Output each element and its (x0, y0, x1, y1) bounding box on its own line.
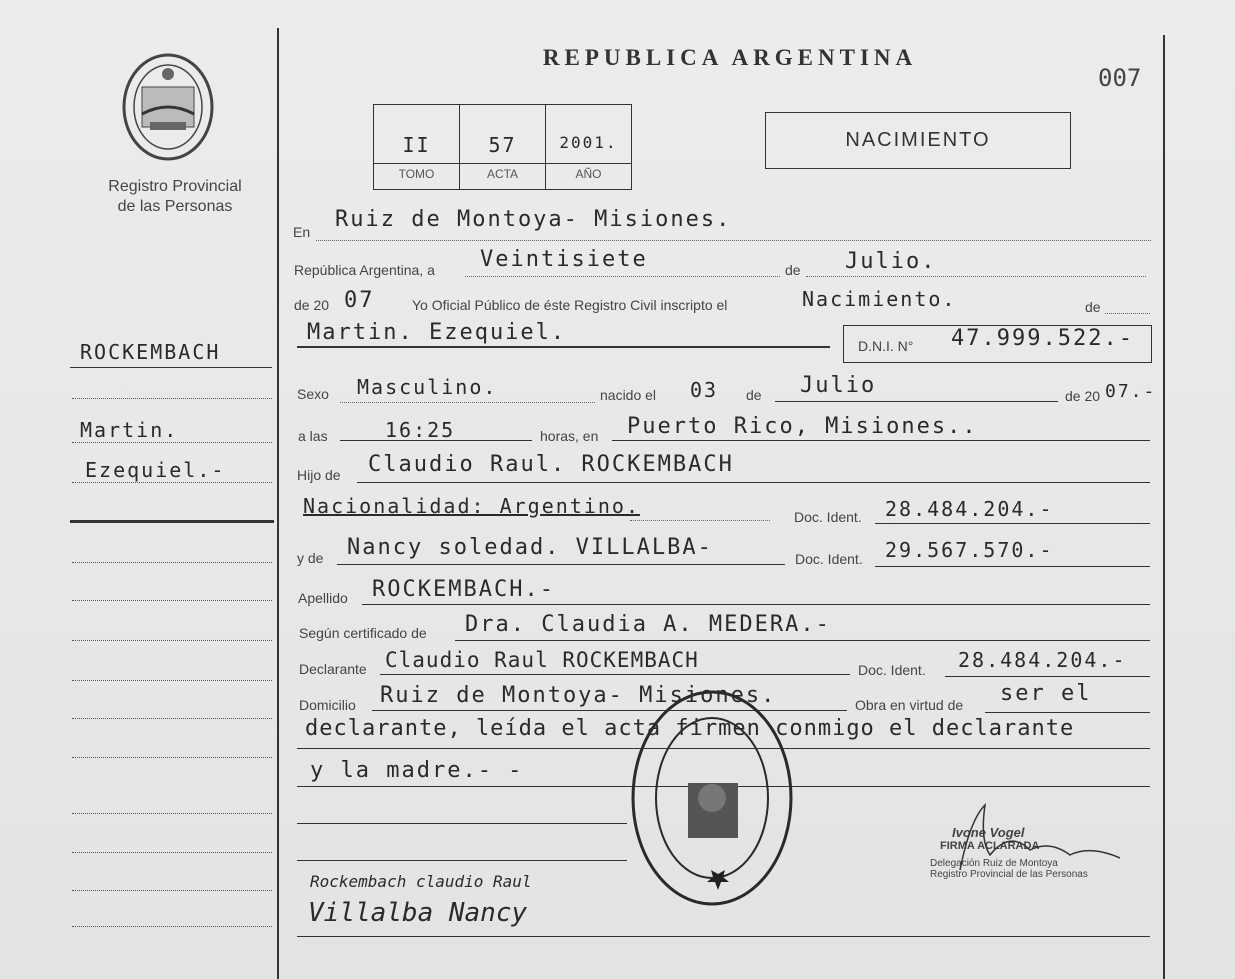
en-label: En (293, 224, 311, 240)
field-line (297, 346, 830, 348)
nacido-year-label: de 20 (1065, 388, 1101, 404)
left-line (72, 813, 272, 814)
republica-label: República Argentina, a (294, 262, 435, 278)
registry-line-2: de las Personas (117, 198, 233, 215)
inscripto-value: Nacimiento. (802, 287, 957, 311)
nacionalidad-padre-value: Nacionalidad: Argentino. (303, 494, 640, 518)
doc-padre-label: Doc. Ident. (794, 509, 862, 525)
hora-value: 16:25 (385, 418, 456, 442)
field-line (297, 823, 627, 824)
doc-declarante-label: Doc. Ident. (858, 662, 926, 678)
field-line (945, 676, 1150, 677)
left-line (72, 398, 272, 399)
registry-line-1: Registro Provincial (108, 178, 242, 195)
left-line (72, 757, 272, 758)
left-border (277, 28, 279, 979)
left-line (72, 926, 272, 927)
dni-box (843, 325, 1152, 363)
doc-madre-label: Doc. Ident. (795, 551, 863, 567)
month-value: Julio. (845, 249, 937, 274)
field-line (380, 674, 850, 675)
acta-value: 57 (488, 133, 517, 157)
obra-value: ser el (1000, 681, 1092, 706)
field-line (465, 276, 780, 277)
left-surname-underline (70, 367, 272, 368)
field-line (985, 712, 1150, 713)
segun-value: Dra. Claudia A. MEDERA.- (465, 612, 831, 637)
en-value: Ruiz de Montoya- Misiones. (335, 207, 732, 232)
doc-madre-value: 29.567.570.- (885, 538, 1054, 562)
document-number: 007 (1098, 64, 1142, 92)
nacido-month: Julio (800, 373, 877, 398)
field-line (340, 402, 595, 403)
hijo-label: Hijo de (297, 467, 341, 483)
officer-signature-icon (930, 800, 1140, 880)
nacido-label: nacido el (600, 387, 657, 403)
apellido-label: Apellido (298, 590, 348, 606)
segun-label: Según certificado de (299, 625, 427, 641)
day-value: Veintisiete (480, 247, 648, 272)
left-divider (70, 520, 274, 523)
horas-label: horas, en (540, 428, 599, 444)
field-line (806, 276, 1146, 277)
certificate-type: NACIMIENTO (765, 112, 1071, 169)
tomo-label: TOMO (398, 167, 435, 181)
nacido-year-value: 07.- (1105, 381, 1157, 402)
sexo-value: Masculino. (357, 375, 498, 399)
field-line (1105, 313, 1150, 314)
field-line (875, 523, 1150, 524)
left-line (72, 442, 272, 443)
oficial-de-label: de (1085, 299, 1101, 315)
left-line (72, 680, 272, 681)
apellido-value: ROCKEMBACH.- (372, 577, 555, 602)
acta-cell (460, 105, 546, 189)
signature-father: Rockembach claudio Raul (310, 872, 532, 891)
left-line (72, 600, 272, 601)
field-line (362, 604, 1150, 605)
anio-value: 2001. (559, 133, 618, 152)
left-given-1: Martin. (80, 418, 179, 442)
republica-de-label: de (785, 262, 801, 278)
field-line (612, 440, 1150, 441)
right-border (1163, 35, 1165, 979)
madre-value: Nancy soledad. VILLALBA- (347, 535, 713, 560)
field-line (337, 564, 785, 565)
year-prefix-label: de 20 (294, 297, 330, 313)
declarante-value: Claudio Raul ROCKEMBACH (385, 648, 699, 672)
field-line (357, 482, 1150, 483)
declarante-label: Declarante (299, 661, 367, 677)
doc-padre-value: 28.484.204.- (885, 497, 1054, 521)
signature-mother: Villalba Nancy (308, 898, 528, 928)
officer-delegation: Delegación Ruiz de Montoya (930, 858, 1058, 869)
tomo-value: II (402, 133, 431, 157)
observaciones-line-1: declarante, leída el acta firmen conmigo el declarante (305, 716, 1075, 741)
officer-title: FIRMA ACLARADA (940, 840, 1040, 852)
field-line (455, 640, 1150, 641)
provincial-seal-icon (120, 52, 216, 162)
registry-name (60, 177, 290, 217)
domicilio-value: Ruiz de Montoya- Misiones. (380, 683, 777, 708)
anio-label: AÑO (575, 167, 602, 181)
left-line (72, 852, 272, 853)
acta-label: ACTA (486, 167, 519, 181)
left-line (72, 562, 272, 563)
nacido-de-label: de (746, 387, 762, 403)
left-surname: ROCKEMBACH (80, 340, 221, 364)
field-line (316, 240, 1151, 241)
record-reference-box (373, 104, 632, 190)
obra-label: Obra en virtud de (855, 697, 964, 713)
year-value: 07 (344, 288, 375, 313)
officer-registry: Registro Provincial de las Personas (930, 869, 1088, 880)
field-line (775, 401, 1058, 402)
alas-label: a las (298, 428, 328, 444)
name-value: Martin. Ezequiel. (307, 320, 567, 345)
doc-declarante-value: 28.484.204.- (958, 648, 1127, 672)
left-line (72, 640, 272, 641)
observaciones-line-2: y la madre.- - (310, 758, 524, 783)
registry-stamp-icon (630, 688, 795, 908)
left-line (72, 890, 272, 891)
field-line (297, 936, 1150, 937)
domicilio-label: Domicilio (299, 697, 356, 713)
document-title: REPUBLICA ARGENTINA (542, 45, 918, 70)
officer-name: Ivone Vogel (952, 825, 1025, 840)
anio-cell (546, 105, 631, 189)
left-line (72, 718, 272, 719)
dni-value: 47.999.522.- (951, 326, 1134, 351)
field-line (340, 440, 532, 441)
field-line (875, 566, 1150, 567)
nacido-day: 03 (690, 378, 719, 402)
left-line (72, 482, 272, 483)
yde-label: y de (297, 550, 324, 566)
field-line (297, 860, 627, 861)
padre-value: Claudio Raul. ROCKEMBACH (368, 452, 734, 477)
left-given-2: Ezequiel.- (85, 458, 226, 482)
tomo-cell (374, 105, 460, 189)
oficial-label: Yo Oficial Público de éste Registro Civil inscripto el (412, 297, 728, 313)
field-line (630, 520, 770, 521)
lugar-value: Puerto Rico, Misiones.. (627, 414, 978, 439)
sexo-label: Sexo (297, 386, 329, 402)
dni-label: D.N.I. N° (858, 338, 914, 354)
